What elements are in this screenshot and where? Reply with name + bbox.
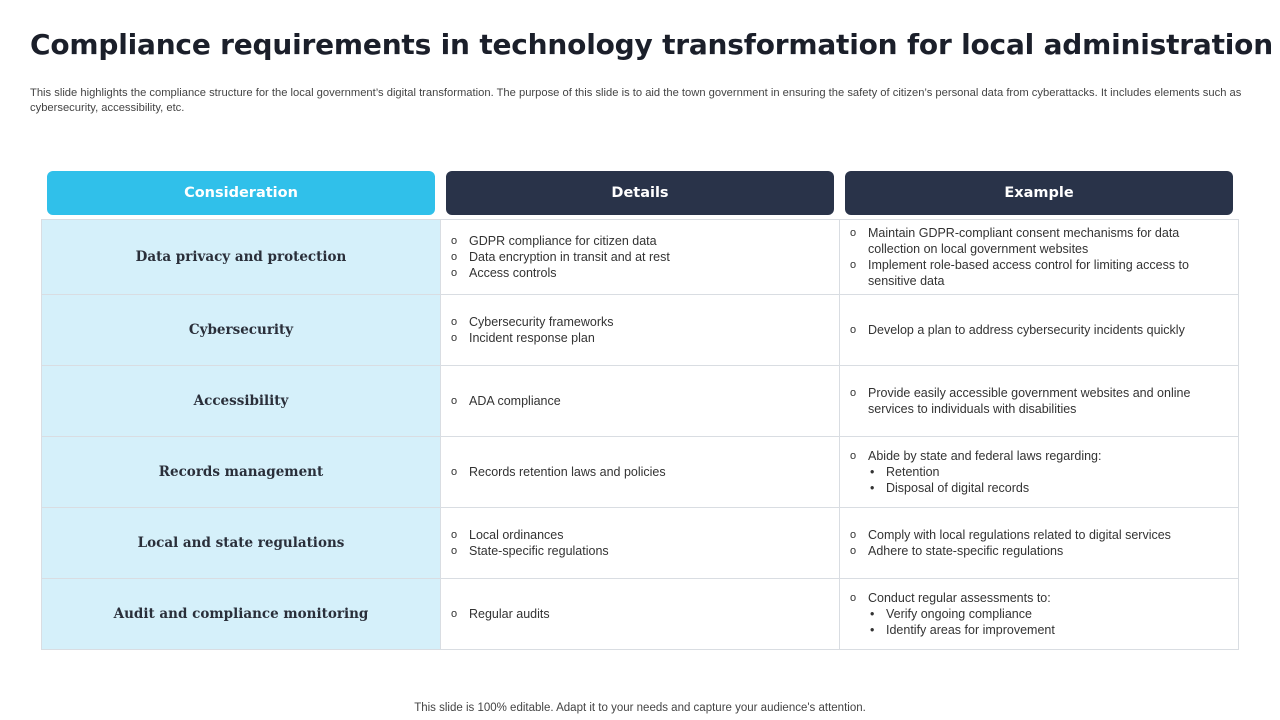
list-item — [850, 590, 1055, 638]
example-cell — [840, 579, 1239, 649]
consideration-cell: Local and state regulations — [42, 508, 441, 578]
list-item: o Implement role-based access control for limiting access to sensitive data — [850, 257, 1220, 289]
table-row — [42, 579, 1239, 650]
example-list — [850, 385, 1220, 417]
list-item: o Regular audits — [451, 606, 550, 622]
sub-list-item: • Verify ongoing compliance — [868, 606, 1055, 622]
list-item: o ADA compliance — [451, 393, 561, 409]
details-list — [451, 314, 613, 346]
example-cell — [840, 437, 1239, 507]
example-list — [850, 322, 1185, 338]
details-cell — [441, 295, 840, 365]
sub-list — [868, 606, 1055, 638]
details-list — [451, 464, 666, 480]
list-item-text: Abide by state and federal laws regarding: — [868, 449, 1102, 463]
table-row — [42, 220, 1239, 295]
header-consideration: Consideration — [47, 171, 435, 215]
consideration-cell: Audit and compliance monitoring — [42, 579, 441, 649]
details-list — [451, 527, 609, 559]
example-cell — [840, 508, 1239, 578]
details-cell — [441, 437, 840, 507]
header-example: Example — [845, 171, 1233, 215]
details-cell — [441, 579, 840, 649]
example-cell — [840, 366, 1239, 436]
consideration-cell: Cybersecurity — [42, 295, 441, 365]
list-item: o Cybersecurity frameworks — [451, 314, 613, 330]
list-item-text: Conduct regular assessments to: — [868, 591, 1051, 605]
list-item: o Develop a plan to address cybersecurity incidents quickly — [850, 322, 1185, 338]
list-item: o GDPR compliance for citizen data — [451, 233, 670, 249]
details-list — [451, 606, 550, 622]
table-row — [42, 508, 1239, 579]
consideration-cell: Records management — [42, 437, 441, 507]
list-item: o Adhere to state-specific regulations — [850, 543, 1171, 559]
details-list — [451, 393, 561, 409]
example-list — [850, 225, 1220, 289]
slide-description: This slide highlights the compliance structure for the local government’s digital transformation. The purpose of this slide is to aid the town government in ensuring the safety of citizen’s personal data from cyberattacks. It includes elements such as cybersecurity, accessibility, etc. — [30, 87, 1242, 114]
header-details: Details — [446, 171, 834, 215]
details-list — [451, 233, 670, 281]
list-item: o Comply with local regulations related to digital services — [850, 527, 1171, 543]
sub-list-item: • Identify areas for improvement — [868, 622, 1055, 638]
list-item: o Incident response plan — [451, 330, 613, 346]
sub-list-item: • Disposal of digital records — [868, 480, 1101, 496]
list-item: o Local ordinances — [451, 527, 609, 543]
footer-note: This slide is 100% editable. Adapt it to your needs and capture your audience's attention. — [414, 702, 866, 714]
table-row — [42, 437, 1239, 508]
sub-list — [868, 464, 1101, 496]
example-list — [850, 448, 1101, 496]
example-cell — [840, 220, 1239, 294]
consideration-cell: Data privacy and protection — [42, 220, 441, 294]
list-item — [850, 448, 1101, 496]
table-row — [42, 366, 1239, 437]
list-item: o Data encryption in transit and at rest — [451, 249, 670, 265]
example-cell — [840, 295, 1239, 365]
sub-list-item: • Retention — [868, 464, 1101, 480]
list-item: o Access controls — [451, 265, 670, 281]
list-item: o Records retention laws and policies — [451, 464, 666, 480]
example-list — [850, 590, 1055, 638]
example-list — [850, 527, 1171, 559]
page-title: Compliance requirements in technology transformation for local administration — [30, 28, 1273, 61]
details-cell — [441, 220, 840, 294]
consideration-cell: Accessibility — [42, 366, 441, 436]
details-cell — [441, 366, 840, 436]
list-item: o Provide easily accessible government websites and online services to individuals with disabilities — [850, 385, 1220, 417]
details-cell — [441, 508, 840, 578]
list-item: o State-specific regulations — [451, 543, 609, 559]
compliance-table — [41, 219, 1239, 650]
table-row — [42, 295, 1239, 366]
list-item: o Maintain GDPR-compliant consent mechanisms for data collection on local government websites — [850, 225, 1220, 257]
